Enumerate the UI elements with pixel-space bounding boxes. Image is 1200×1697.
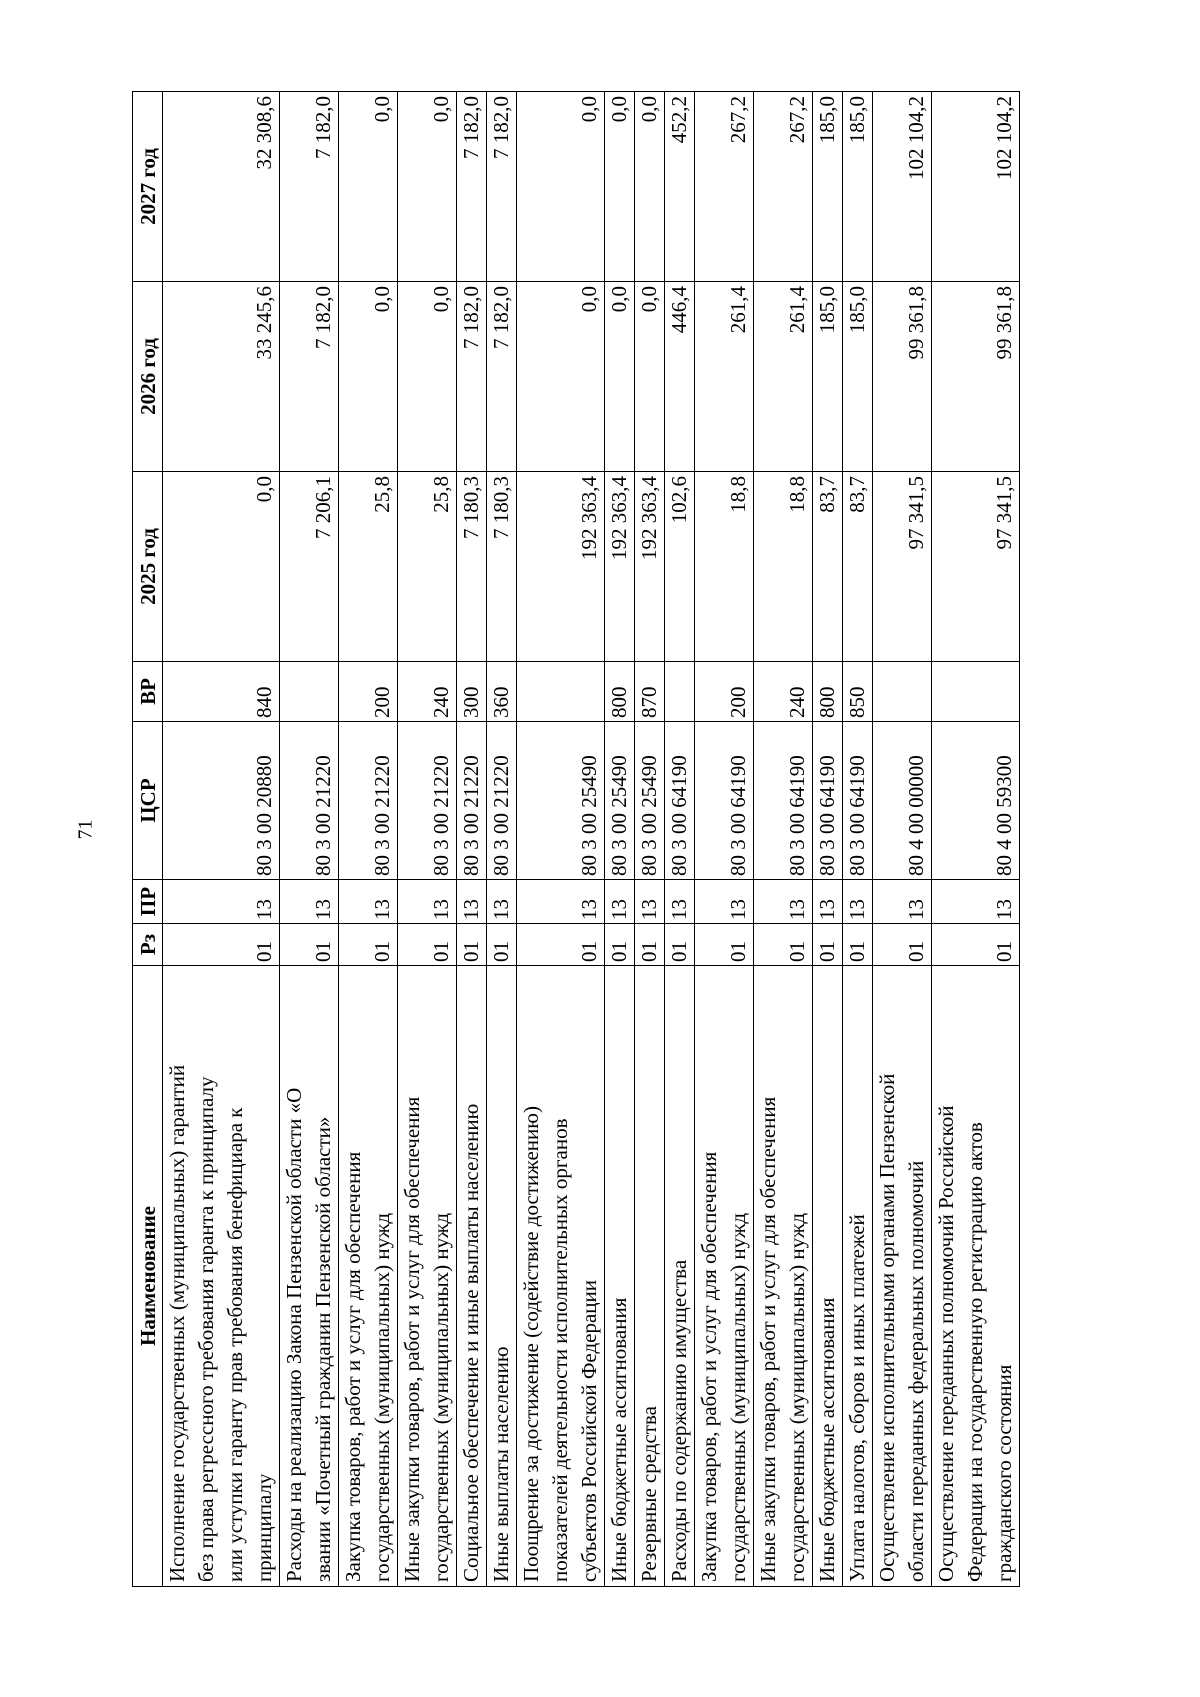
row-vr: 240 xyxy=(754,662,813,722)
row-2027: 0,0 xyxy=(339,92,398,282)
row-pr: 13 xyxy=(635,880,665,924)
row-name xyxy=(457,966,487,1587)
row-name-line: Социальное обеспечение и иные выплаты населению xyxy=(459,1103,483,1582)
row-pr: 13 xyxy=(517,880,605,924)
row-name-line: принципалу xyxy=(252,1473,276,1582)
row-2026: 446,4 xyxy=(665,282,695,472)
row-name xyxy=(517,966,605,1587)
row-2026: 0,0 xyxy=(398,282,457,472)
row-name-line: Уплата налогов, сборов и иных платежей xyxy=(845,1214,869,1582)
budget-table xyxy=(132,91,1020,1587)
table-row xyxy=(932,92,1020,1587)
row-name-line: Резервные средства xyxy=(637,1406,661,1582)
row-2027: 0,0 xyxy=(517,92,605,282)
row-2027: 0,0 xyxy=(398,92,457,282)
page-number: 71 xyxy=(74,819,97,840)
row-rz: 01 xyxy=(605,924,635,966)
row-pr: 13 xyxy=(457,880,487,924)
row-2025: 18,8 xyxy=(754,472,813,662)
row-2027: 102 104,2 xyxy=(932,92,1020,282)
table-row xyxy=(339,92,398,1587)
row-name-line: субъектов Российской Федерации xyxy=(577,1279,601,1582)
row-pr: 13 xyxy=(280,880,339,924)
row-2027: 185,0 xyxy=(843,92,873,282)
row-name xyxy=(605,966,635,1587)
row-name-line: Осуществление исполнительными органами Пензенской xyxy=(875,1073,899,1582)
row-name xyxy=(487,966,517,1587)
row-name xyxy=(163,966,280,1587)
table-row xyxy=(873,92,932,1587)
row-2026: 0,0 xyxy=(605,282,635,472)
budget-table-container xyxy=(132,92,1041,1587)
row-name-line: Поощрение за достижение (содействие достижению) xyxy=(519,1106,543,1582)
row-rz: 01 xyxy=(163,924,280,966)
row-2025: 25,8 xyxy=(339,472,398,662)
row-2027: 452,2 xyxy=(665,92,695,282)
row-name-line: Иные закупки товаров, работ и услуг для обеспечения xyxy=(756,1096,780,1582)
row-2027: 0,0 xyxy=(605,92,635,282)
row-name xyxy=(339,966,398,1587)
row-name xyxy=(398,966,457,1587)
table-row xyxy=(813,92,843,1587)
row-name-line: звании «Почетный гражданин Пензенской области» xyxy=(311,1116,335,1582)
row-name xyxy=(843,966,873,1587)
row-2025: 18,8 xyxy=(695,472,754,662)
header-csr: ЦСР xyxy=(133,722,163,880)
row-2025: 192 363,4 xyxy=(517,472,605,662)
row-name xyxy=(873,966,932,1587)
row-name-line: Расходы по содержанию имущества xyxy=(667,1259,691,1582)
row-vr xyxy=(873,662,932,722)
row-2026: 7 182,0 xyxy=(280,282,339,472)
row-name-line: области переданных федеральных полномочий xyxy=(904,1160,928,1582)
row-vr: 200 xyxy=(695,662,754,722)
row-name-line: государственных (муниципальных) нужд xyxy=(785,1212,809,1582)
table-header xyxy=(133,92,163,1587)
row-name-line: Иные бюджетные ассигнования xyxy=(607,1297,631,1582)
row-2026: 185,0 xyxy=(843,282,873,472)
row-name-line: государственных (муниципальных) нужд xyxy=(370,1212,394,1582)
row-csr: 80 4 00 59300 xyxy=(932,722,1020,880)
row-2027: 32 308,6 xyxy=(163,92,280,282)
row-2027: 7 182,0 xyxy=(487,92,517,282)
row-name xyxy=(754,966,813,1587)
table-row xyxy=(605,92,635,1587)
row-vr: 200 xyxy=(339,662,398,722)
row-csr: 80 3 00 20880 xyxy=(163,722,280,880)
row-2027: 7 182,0 xyxy=(280,92,339,282)
table-row xyxy=(163,92,280,1587)
row-csr: 80 3 00 64190 xyxy=(754,722,813,880)
row-name-line: гражданского состояния xyxy=(992,1364,1016,1582)
row-2027: 267,2 xyxy=(754,92,813,282)
row-name xyxy=(280,966,339,1587)
row-pr: 13 xyxy=(339,880,398,924)
row-2025: 25,8 xyxy=(398,472,457,662)
row-pr: 13 xyxy=(813,880,843,924)
row-csr: 80 3 00 64190 xyxy=(843,722,873,880)
header-2027: 2027 год xyxy=(133,92,163,282)
row-name-line: Иные закупки товаров, работ и услуг для обеспечения xyxy=(400,1096,424,1582)
row-name xyxy=(665,966,695,1587)
row-vr: 800 xyxy=(605,662,635,722)
table-row xyxy=(843,92,873,1587)
row-name xyxy=(932,966,1020,1587)
row-2027: 185,0 xyxy=(813,92,843,282)
header-rz: Рз xyxy=(133,924,163,966)
row-csr: 80 3 00 25490 xyxy=(635,722,665,880)
row-vr: 800 xyxy=(813,662,843,722)
row-name-line: показателей деятельности исполнительных органов xyxy=(548,1118,572,1582)
row-pr: 13 xyxy=(163,880,280,924)
row-csr: 80 3 00 64190 xyxy=(665,722,695,880)
row-pr: 13 xyxy=(754,880,813,924)
row-2025: 7 180,3 xyxy=(487,472,517,662)
row-name-line: Иные бюджетные ассигнования xyxy=(815,1297,839,1582)
header-2026: 2026 год xyxy=(133,282,163,472)
row-2026: 0,0 xyxy=(635,282,665,472)
row-vr xyxy=(932,662,1020,722)
row-pr: 13 xyxy=(873,880,932,924)
row-rz: 01 xyxy=(873,924,932,966)
row-2025: 0,0 xyxy=(163,472,280,662)
row-2026: 0,0 xyxy=(339,282,398,472)
row-csr: 80 3 00 21220 xyxy=(339,722,398,880)
row-2027: 7 182,0 xyxy=(457,92,487,282)
row-vr: 870 xyxy=(635,662,665,722)
row-rz: 01 xyxy=(398,924,457,966)
row-rz: 01 xyxy=(754,924,813,966)
row-rz: 01 xyxy=(932,924,1020,966)
row-2026: 7 182,0 xyxy=(457,282,487,472)
row-2025: 7 180,3 xyxy=(457,472,487,662)
row-rz: 01 xyxy=(457,924,487,966)
row-2025: 7 206,1 xyxy=(280,472,339,662)
row-2025: 83,7 xyxy=(843,472,873,662)
row-2027: 267,2 xyxy=(695,92,754,282)
table-body xyxy=(163,92,1020,1587)
row-2026: 7 182,0 xyxy=(487,282,517,472)
table-row xyxy=(695,92,754,1587)
row-pr: 13 xyxy=(665,880,695,924)
row-2025: 192 363,4 xyxy=(635,472,665,662)
row-name-line: Федерации на государственную регистрацию актов xyxy=(963,1122,987,1582)
row-vr: 240 xyxy=(398,662,457,722)
row-csr: 80 3 00 21220 xyxy=(457,722,487,880)
row-pr: 13 xyxy=(487,880,517,924)
row-pr: 13 xyxy=(605,880,635,924)
row-rz: 01 xyxy=(280,924,339,966)
row-name xyxy=(695,966,754,1587)
row-2026: 261,4 xyxy=(695,282,754,472)
row-name-line: или уступки гаранту прав требования бенефициара к xyxy=(223,1107,247,1582)
row-rz: 01 xyxy=(339,924,398,966)
header-row xyxy=(133,92,163,1587)
row-vr xyxy=(280,662,339,722)
row-2026: 0,0 xyxy=(517,282,605,472)
row-rz: 01 xyxy=(695,924,754,966)
row-rz: 01 xyxy=(665,924,695,966)
header-vr: ВР xyxy=(133,662,163,722)
row-csr: 80 3 00 25490 xyxy=(605,722,635,880)
row-2025: 102,6 xyxy=(665,472,695,662)
row-name xyxy=(813,966,843,1587)
row-2025: 97 341,5 xyxy=(873,472,932,662)
table-row xyxy=(457,92,487,1587)
row-csr: 80 3 00 64190 xyxy=(695,722,754,880)
row-name xyxy=(635,966,665,1587)
row-rz: 01 xyxy=(813,924,843,966)
row-2026: 33 245,6 xyxy=(163,282,280,472)
row-2027: 102 104,2 xyxy=(873,92,932,282)
row-rz: 01 xyxy=(487,924,517,966)
row-name-line: Иные выплаты населению xyxy=(489,1346,513,1582)
table-row xyxy=(280,92,339,1587)
row-vr: 840 xyxy=(163,662,280,722)
row-pr: 13 xyxy=(398,880,457,924)
row-2026: 185,0 xyxy=(813,282,843,472)
row-2026: 99 361,8 xyxy=(873,282,932,472)
row-pr: 13 xyxy=(695,880,754,924)
row-name-line: Закупка товаров, работ и услуг для обеспечения xyxy=(341,1151,365,1582)
row-rz: 01 xyxy=(635,924,665,966)
row-csr: 80 3 00 64190 xyxy=(813,722,843,880)
row-csr: 80 3 00 21220 xyxy=(398,722,457,880)
row-rz: 01 xyxy=(517,924,605,966)
row-vr: 850 xyxy=(843,662,873,722)
header-pr: ПР xyxy=(133,880,163,924)
row-name-line: без права регрессного требования гаранта к принципалу xyxy=(194,1076,218,1582)
header-2025: 2025 год xyxy=(133,472,163,662)
row-vr: 300 xyxy=(457,662,487,722)
row-2025: 192 363,4 xyxy=(605,472,635,662)
row-csr: 80 3 00 25490 xyxy=(517,722,605,880)
row-csr: 80 4 00 00000 xyxy=(873,722,932,880)
row-name-line: государственных (муниципальных) нужд xyxy=(429,1212,453,1582)
row-csr: 80 3 00 21220 xyxy=(487,722,517,880)
row-2027: 0,0 xyxy=(635,92,665,282)
row-csr: 80 3 00 21220 xyxy=(280,722,339,880)
row-2026: 99 361,8 xyxy=(932,282,1020,472)
row-pr: 13 xyxy=(843,880,873,924)
row-name-line: Осуществление переданных полномочий Российской xyxy=(934,1105,958,1582)
row-name-line: Закупка товаров, работ и услуг для обеспечения xyxy=(697,1151,721,1582)
row-2026: 261,4 xyxy=(754,282,813,472)
table-row xyxy=(487,92,517,1587)
row-2025: 83,7 xyxy=(813,472,843,662)
row-vr xyxy=(665,662,695,722)
row-pr: 13 xyxy=(932,880,1020,924)
row-name-line: государственных (муниципальных) нужд xyxy=(726,1212,750,1582)
table-row xyxy=(398,92,457,1587)
row-name-line: Расходы на реализацию Закона Пензенской области «О xyxy=(282,1087,306,1582)
row-rz: 01 xyxy=(843,924,873,966)
row-name-line: Исполнение государственных (муниципальных) гарантий xyxy=(165,1064,189,1582)
table-row xyxy=(635,92,665,1587)
row-vr: 360 xyxy=(487,662,517,722)
row-vr xyxy=(517,662,605,722)
row-2025: 97 341,5 xyxy=(932,472,1020,662)
table-row xyxy=(665,92,695,1587)
table-row xyxy=(754,92,813,1587)
table-row xyxy=(517,92,605,1587)
header-name: Наименование xyxy=(133,966,163,1587)
